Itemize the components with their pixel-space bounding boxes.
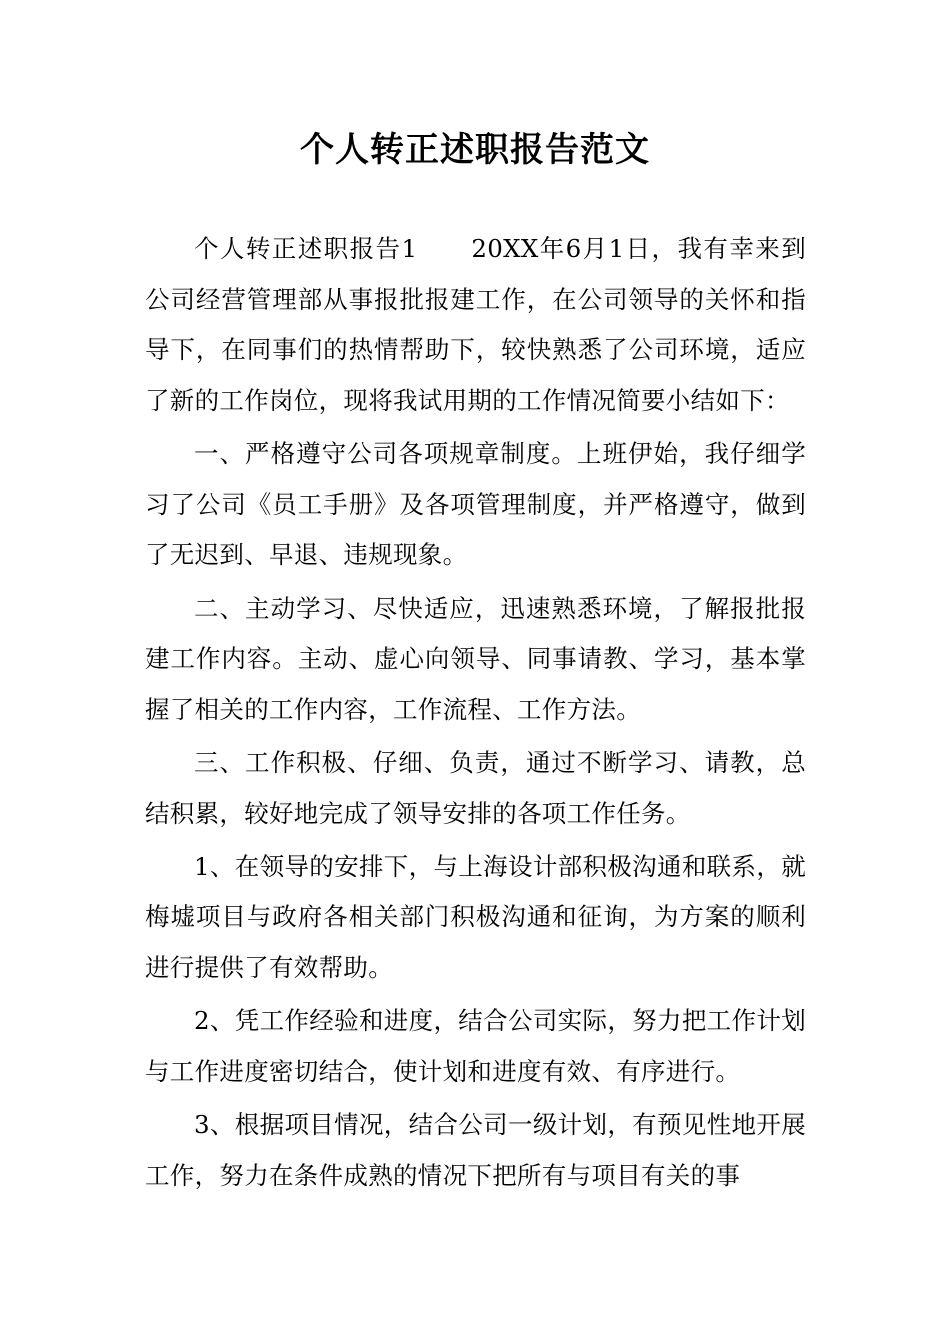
- document-title: 个人转正述职报告范文: [300, 130, 650, 170]
- paragraph-item-3: 3、根据项目情况，结合公司一级计划，有预见性地开展工作，努力在条件成熟的情况下把所有与项目有关的事: [145, 1110, 806, 1190]
- paragraph-section-3: 三、工作积极、仔细、负责，通过不断学习、请教，总结积累，较好地完成了领导安排的各项工作任务。: [145, 748, 806, 828]
- paragraph-text: 20XX年6月1日，我有幸来到公司经营管理部从事报批报建工作，在公司领导的关怀和指导下，在同事们的热情帮助下，较快熟悉了公司环境，适应了新的工作岗位，现将我试用期的工作情况简要小结如下：: [145, 234, 806, 415]
- intro-heading: 个人转正述职报告1: [194, 234, 418, 263]
- document-body: [145, 224, 806, 1204]
- paragraph-item-2: 2、凭工作经验和进度，结合公司实际，努力把工作计划与工作进度密切结合，使计划和进度有效、有序进行。: [145, 1006, 806, 1086]
- paragraph-item-1: 1、在领导的安排下，与上海设计部积极沟通和联系，就梅墟项目与政府各相关部门积极沟通和征询，为方案的顺利进行提供了有效帮助。: [145, 851, 806, 983]
- paragraph-section-2: 二、主动学习、尽快适应，迅速熟悉环境，了解报批报建工作内容。主动、虚心向领导、同事请教、学习，基本掌握了相关的工作内容，工作流程、工作方法。: [145, 593, 806, 724]
- paragraph-intro: [145, 224, 806, 426]
- paragraph-section-1: 一、严格遵守公司各项规章制度。上班伊始，我仔细学习了公司《员工手册》及各项管理制度，并严格遵守，做到了无迟到、早退、违规现象。: [145, 439, 806, 570]
